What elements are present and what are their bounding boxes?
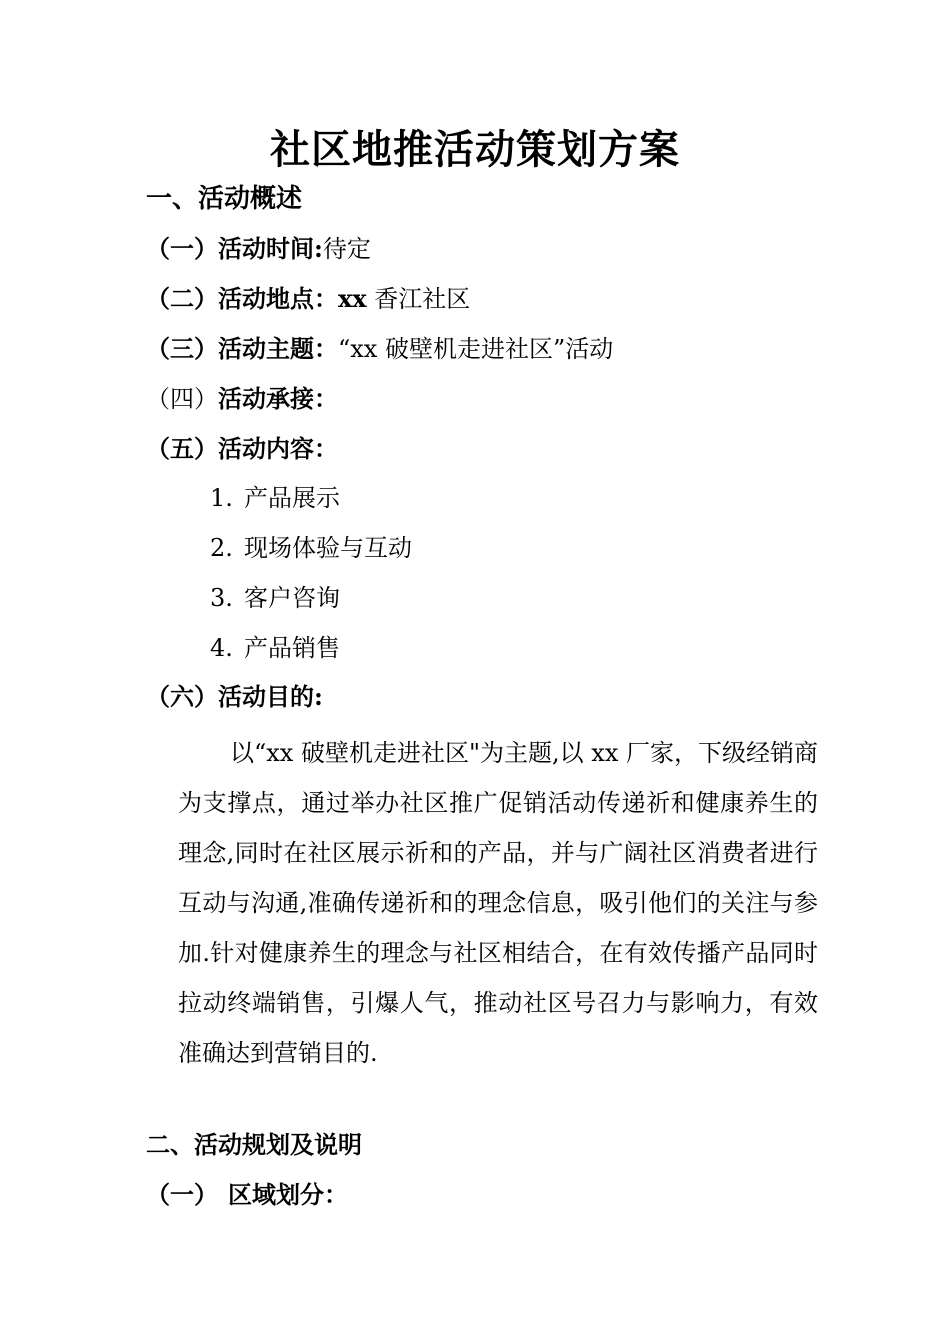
page-title: 社区地推活动策划方案 [270, 126, 680, 173]
activity-theme [146, 332, 613, 366]
activity-host-prefix: （四） [146, 385, 218, 413]
activity-purpose-paragraph: 以“xx 破壁机走进社区"为主题,以 xx 厂家，下级经销商为支撑点，通过举办社区推广促销活动传递祈和健康养生的理念,同时在社区展示祈和的产品，并与广阔社区消费者进行互动与沟通,准确传递祈和的理念信息，吸引他们的关注与参加.针对健康养生的理念与社区相结合，在有效传播产品同时拉动终端销售，引爆人气，推动社区号召力与影响力，有效准确达到营销目的. [178, 739, 818, 1067]
list-item-text: 客户咨询 [244, 584, 340, 612]
activity-place-label: （二）活动地点： [146, 284, 338, 313]
section-2-heading: 二、活动规划及说明 [146, 1130, 362, 1159]
activity-theme-label: （三）活动主题： [146, 334, 338, 363]
activity-theme-value: “xx 破壁机走进社区”活动 [338, 335, 614, 363]
region-division [146, 1178, 348, 1212]
activity-time [146, 232, 371, 266]
activity-purpose-label: （六）活动目的: [146, 682, 323, 711]
activity-place-value: 香江社区 [366, 285, 471, 313]
list-item-number: 1. [210, 484, 233, 512]
list-item-text: 现场体验与互动 [244, 534, 412, 562]
list-item [210, 531, 412, 565]
activity-host-label: 活动承接： [218, 384, 338, 413]
activity-time-label: （一）活动时间: [146, 234, 323, 263]
activity-content-label: （五）活动内容： [146, 434, 338, 463]
region-division-prefix: （一） [146, 1180, 218, 1209]
list-item-number: 4. [210, 634, 233, 662]
list-item-number: 3. [210, 584, 233, 612]
list-item-text: 产品销售 [244, 634, 340, 662]
activity-place [146, 282, 470, 316]
region-division-label: 区域划分： [228, 1180, 348, 1209]
activity-host [146, 382, 338, 416]
activity-time-value: 待定 [322, 235, 371, 263]
list-item-number: 2. [210, 534, 233, 562]
section-1-heading: 一、活动概述 [146, 184, 303, 214]
list-item [210, 481, 340, 515]
list-item [210, 581, 340, 615]
activity-place-value-bold: xx [338, 284, 367, 313]
list-item-text: 产品展示 [244, 484, 340, 512]
list-item [210, 631, 340, 665]
